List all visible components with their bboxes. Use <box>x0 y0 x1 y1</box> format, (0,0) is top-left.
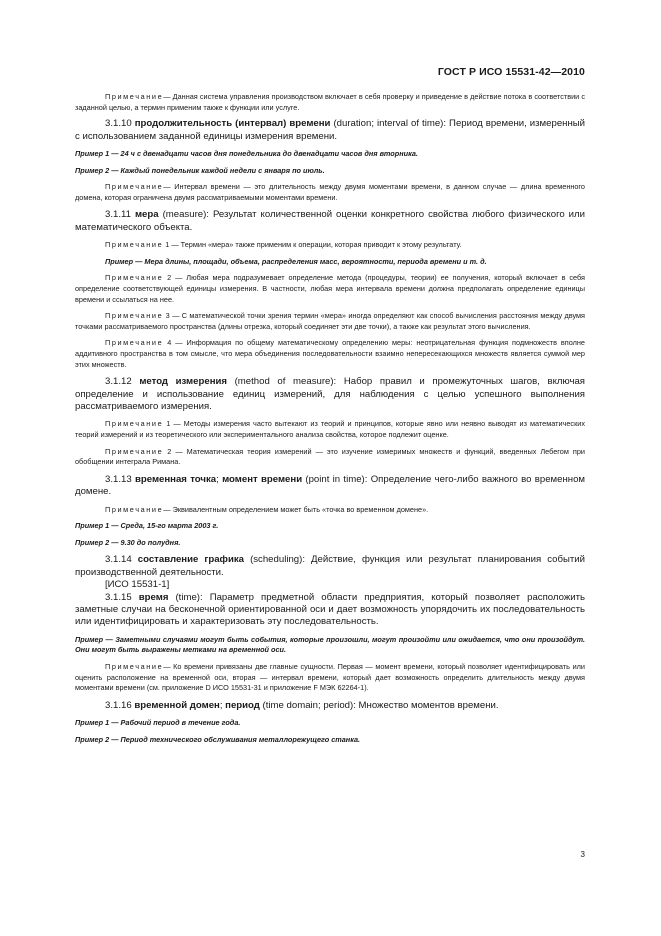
term-definition: (measure): Результат количественной оценки конкретного свойства любого физического или математического объекта. <box>75 209 585 233</box>
term-number: 3.1.11 <box>105 209 131 221</box>
term-title: мера <box>134 209 159 221</box>
note-text: — Интервал времени — это длительность между двумя моментами времени, в данном случае — длина временного домена, которая ограничена двумя рассматриваемыми моментами времени. <box>75 182 585 202</box>
note-label: Примечание <box>105 661 164 671</box>
term-number: 3.1.13 <box>105 473 132 485</box>
note-text: 1 — Термин «мера» также применим к операции, которая приводит к этому результату. <box>163 240 462 250</box>
note-paragraph <box>75 662 585 694</box>
term-separator: ; <box>219 699 226 711</box>
term-number: 3.1.16 <box>105 699 132 711</box>
term-title: время <box>138 591 169 603</box>
page-content <box>75 92 585 745</box>
example-paragraph: Пример 1 — 24 ч с двенадцати часов дня понедельника до двенадцати часов дня вторника. <box>75 149 418 158</box>
note-paragraph <box>75 447 585 468</box>
note-paragraph <box>75 419 585 440</box>
example-paragraph: Пример — Заметными случаями могут быть события, которые произошли, могут произойти или ожидается, что они произойдут. Они могут быть выражены метками на временной оси. <box>75 634 585 655</box>
note-text: — Ко времени привязаны две главные сущности. Первая — момент времени, который позволяет идентифицировать или оценить расположение на временной оси, вторая — интервал времени, который дает возможность определить длительность между двумя моментами времени (см. приложение D ИСО 15531-31 и приложение F МЭК 62264-1). <box>75 661 585 693</box>
note-label: Примечание <box>105 338 164 348</box>
example-paragraph: Пример 2 — Период технического обслуживания металлорежущего станка. <box>75 734 361 744</box>
example-paragraph: Пример 2 — Каждый понедельник каждой недели с января по июль. <box>75 165 325 175</box>
term-number: 3.1.10 <box>105 118 132 130</box>
term-definition: (time): Параметр предметной области предприятия, который позволяет расположить заметные случаи на бесконечной ориентированной оси и дает возможность упорядочить их последовательность или идентифицировать и характеризовать эту последовательность. <box>75 591 585 628</box>
page-number: 3 <box>580 850 585 859</box>
note-label: Примечание <box>105 419 164 429</box>
term-title: временная точка <box>134 473 217 485</box>
term-3-1-13 <box>75 474 585 499</box>
term-number: 3.1.14 <box>105 554 132 566</box>
note-label: Примечание <box>105 182 164 192</box>
note-paragraph <box>75 92 585 113</box>
term-title-alt: момент времени <box>222 473 303 485</box>
note-text: 1 — Методы измерения часто вытекают из теорий и принципов, которые явно или неявно выводят из математических теорий измерений и из теоретического или экспериментального анализа свойства, которое подлежит оценке. <box>75 419 585 439</box>
term-definition: (point in time): Определение чего-либо важного во временном домене. <box>75 473 585 498</box>
note-label: Примечание <box>105 311 164 321</box>
term-definition: (duration; interval of time): Период времени, измеренный с использованием заданной единицы измерения времени. <box>75 118 586 142</box>
note-text: 3 — С математической точки зрения термин «мера» иногда определяют как способ вычисления расстояния между двумя точками рассматриваемого пространства (длины отрезка, который соединяет эти две точки), а также как результат этого вычисления. <box>75 311 585 331</box>
term-title: составление графика <box>137 554 244 566</box>
term-3-1-14 <box>75 554 585 579</box>
note-text: 4 — Информация по общему математическому определению меры: неотрицательная функция подмножеств вполне аддитивного пространства в том смысле, что мера объединения последовательности взаимно непересекающихся множеств является суммой мер этих множеств. <box>75 338 585 369</box>
term-3-1-16 <box>75 700 585 712</box>
example-paragraph: Пример — Мера длины, площади, объема, распределения масс, вероятности, периода времени и т. д. <box>105 256 487 266</box>
note-text: — Данная система управления производством включает в себя проверку и приведение в действие потока в соответствии с заданной целью, а термин применим также к функции или услуге. <box>75 92 585 112</box>
term-definition: (scheduling): Действие, функция или результат планирования событий производственной деятельности. <box>75 554 586 578</box>
term-title: временной домен <box>134 699 220 711</box>
term-3-1-11 <box>75 209 585 234</box>
term-separator: ; <box>216 473 223 485</box>
note-paragraph <box>75 182 585 203</box>
term-number: 3.1.12 <box>105 376 132 388</box>
term-definition: (time domain; period): Множество моментов времени. <box>259 699 499 711</box>
source-reference: [ИСО 15531-1] <box>105 579 170 591</box>
document-header: ГОСТ Р ИСО 15531-42—2010 <box>437 66 585 78</box>
note-label: Примечание <box>105 504 164 514</box>
note-text: 2 — Математическая теория измерений — это изучение измеримых множеств и функций, введенных Лебегом при обобщении интеграла Римана. <box>75 446 585 467</box>
term-3-1-12 <box>75 376 585 413</box>
note-label: Примечание <box>105 240 164 250</box>
example-paragraph: Пример 1 — Рабочий период в течение года. <box>75 718 241 728</box>
term-definition: (method of measure): Набор правил и промежуточных шагов, включая определение и использование единиц измерений, для наблюдения с целью успешного выполнения рассматриваемого измерения. <box>75 376 585 412</box>
note-label: Примечание <box>105 273 164 283</box>
note-paragraph <box>75 240 585 251</box>
example-paragraph: Пример 1 — Среда, 15-го марта 2003 г. <box>75 521 219 531</box>
term-number: 3.1.15 <box>105 591 132 603</box>
term-3-1-10 <box>75 118 585 143</box>
term-3-1-15 <box>75 592 585 629</box>
note-label: Примечание <box>105 446 164 456</box>
term-title-alt: период <box>225 699 260 711</box>
note-paragraph <box>75 311 585 332</box>
note-paragraph <box>75 505 585 516</box>
note-label: Примечание <box>105 92 164 101</box>
note-text: 2 — Любая мера подразумевает определение метода (процедуры, теории) ее получения, который включает в себя определение соответствующей единицы измерения. В частности, любая мера интервала времени должна предполагать определение единицы времени и ссылаться на нее. <box>75 273 585 304</box>
example-paragraph: Пример 2 — 9.30 до полудня. <box>75 537 181 547</box>
note-text: — Эквивалентным определением может быть «точка во временном домене». <box>163 504 429 514</box>
term-title: продолжительность (интервал) времени <box>134 118 331 130</box>
note-paragraph <box>75 273 585 305</box>
term-title: метод измерения <box>139 376 227 388</box>
note-paragraph <box>75 338 585 370</box>
